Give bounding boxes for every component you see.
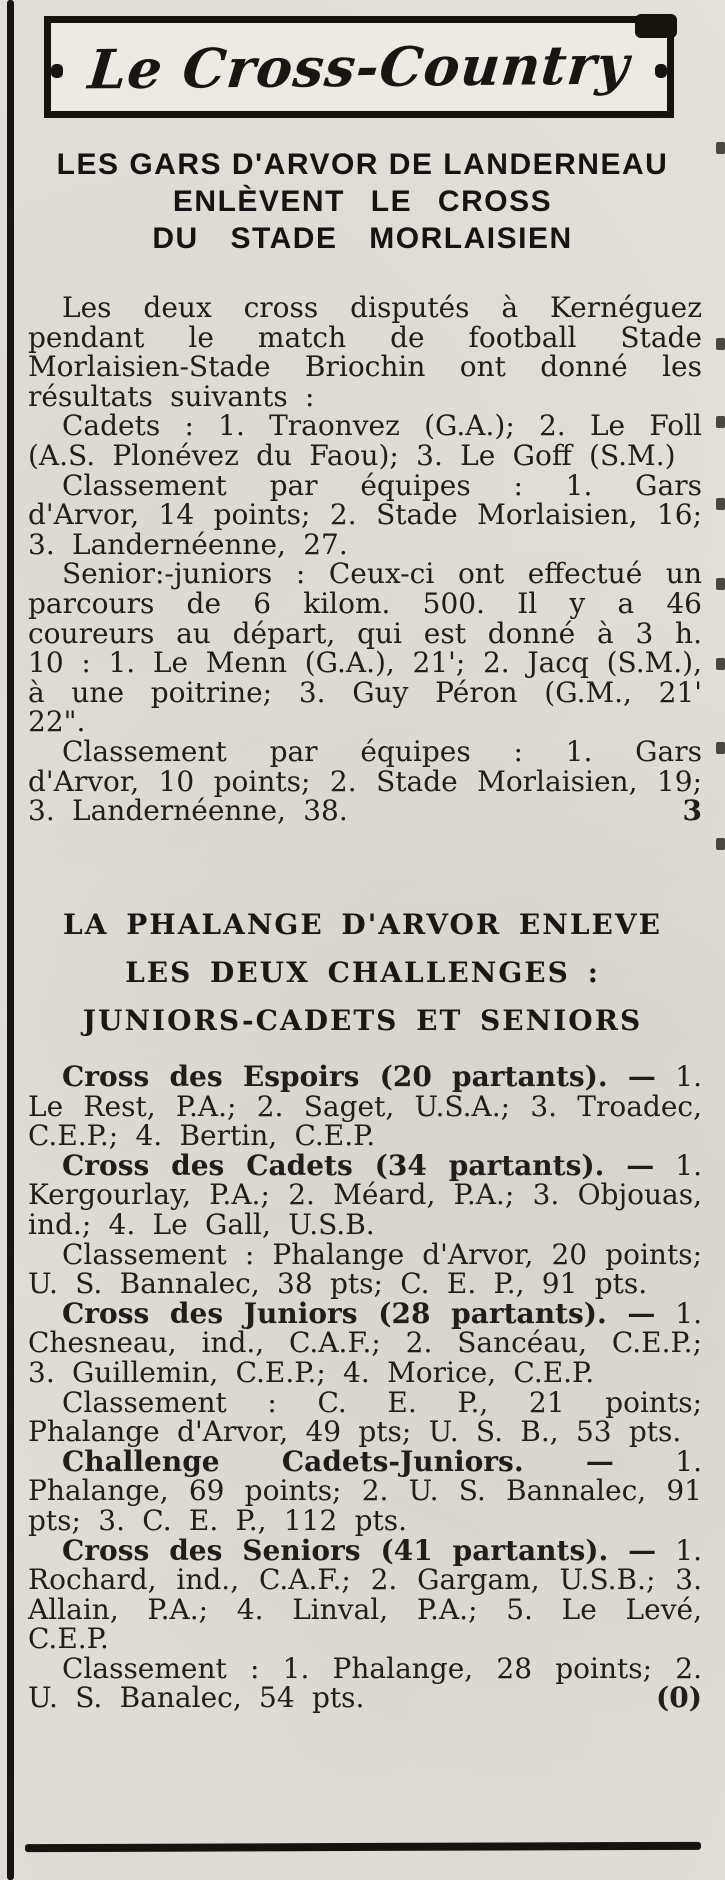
paragraph-text: Classement : 1. Phalange, 28 points; 2. U. S. Banalec, 54 pts. bbox=[28, 1651, 702, 1715]
paragraph-lead: Cross des Juniors (28 partants). — bbox=[62, 1296, 656, 1330]
print-speck bbox=[716, 838, 725, 850]
article1-headline-line3: DU STADE MORLAISIEN bbox=[152, 222, 573, 255]
article1-headline bbox=[20, 146, 705, 257]
bottom-rule bbox=[25, 1842, 701, 1852]
paragraph-text: 1. Rochard, ind., C.A.F.; 2. Gargam, U.S.B.; 3. Allain, P.A.; 4. Linval, P.A.; 5. Le Levé, C.E.P. bbox=[28, 1533, 703, 1656]
paragraph-text: Les deux cross disputés à Kernéguez pendant le match de football Stade Morlaisien-Stade Briochin ont donné les résultats suivants : bbox=[28, 291, 702, 413]
article2-headline-line3: JUNIORS-CADETS ET SENIORS bbox=[82, 1004, 643, 1037]
article2-headline-line1: LA PHALANGE D'ARVOR ENLEVE bbox=[63, 908, 662, 941]
paragraph-text: Classement par équipes : 1. Gars d'Arvor, 10 points; 2. Stade Morlaisien, 19; 3. Landernéenne, 38. bbox=[28, 734, 702, 828]
masthead-box bbox=[44, 16, 674, 118]
paragraph-text: Senior:-juniors : Ceux-ci ont effectué un parcours de 6 kilom. 500. Il y a 46 coureurs au départ, qui est donné à 3 h. 10 : 1. Le Menn (G.A.), 21'; 2. Jacq (S.M.), à une poitrine; 3. Guy Péron (G.M., 21' 22". bbox=[28, 557, 702, 739]
article1-paragraph bbox=[28, 411, 702, 470]
column-filler-number: 3 bbox=[682, 794, 702, 828]
article1-body bbox=[28, 293, 702, 826]
article1-paragraph bbox=[28, 468, 702, 561]
column-left-rule bbox=[7, 0, 14, 1880]
article1-paragraph bbox=[28, 559, 702, 737]
paragraph-lead: Cross des Seniors (41 partants). — bbox=[62, 1533, 657, 1567]
paragraph-lead: Challenge Cadets-Juniors. — bbox=[62, 1444, 614, 1478]
paragraph-text: Classement : C. E. P., 21 points; Phalange d'Arvor, 49 pts; U. S. B., 53 pts. bbox=[28, 1385, 702, 1449]
print-speck bbox=[716, 658, 725, 670]
article1-paragraph bbox=[28, 293, 702, 411]
article2-paragraph bbox=[28, 1533, 703, 1656]
article2-paragraph bbox=[28, 1148, 703, 1241]
article1-headline-line1: LES GARS D'ARVOR DE LANDERNEAU bbox=[56, 148, 669, 181]
article2-paragraph bbox=[28, 1444, 702, 1537]
article2-paragraph bbox=[28, 1296, 702, 1389]
paragraph-text: Classement par équipes : 1. Gars d'Arvor, 14 points; 2. Stade Morlaisien, 16; 3. Landernéenne, 27. bbox=[28, 468, 702, 561]
article2-headline-line2: LES DEUX CHALLENGES : bbox=[125, 956, 600, 989]
article2-paragraph bbox=[28, 1237, 702, 1301]
masthead-dash-right-icon bbox=[655, 64, 667, 78]
article2-paragraph bbox=[28, 1062, 702, 1151]
paragraph-text: 1. Phalange, 69 points; 2. U. S. Bannalec, 91 pts; 3. C. E. P., 112 pts. bbox=[28, 1444, 702, 1537]
print-speck bbox=[716, 416, 725, 428]
article1-paragraph bbox=[28, 734, 702, 828]
article2-paragraph bbox=[28, 1651, 702, 1715]
print-speck bbox=[716, 498, 725, 510]
print-speck bbox=[716, 742, 725, 754]
masthead-title: Le Cross-Country bbox=[85, 32, 633, 102]
article2-headline bbox=[20, 908, 705, 1052]
paragraph-text: Cadets : 1. Traonvez (G.A.); 2. Le Foll (A.S. Plonévez du Faou); 3. Le Goff (S.M.) bbox=[28, 409, 702, 472]
paragraph-lead: Cross des Espoirs (20 partants). — bbox=[62, 1060, 656, 1093]
article2-body bbox=[28, 1062, 702, 1713]
paragraph-text: 1. Kergourlay, P.A.; 2. Méard, P.A.; 3. Objouas, ind.; 4. Le Gall, U.S.B. bbox=[28, 1148, 703, 1241]
paragraph-text: 1. Chesneau, ind., C.A.F.; 2. Sancéau, C.E.P.; 3. Guillemin, C.E.P.; 4. Morice, C.E.P. bbox=[28, 1296, 702, 1389]
paragraph-text: 1. Le Rest, P.A.; 2. Saget, U.S.A.; 3. Troadec, C.E.P.; 4. Bertin, C.E.P. bbox=[28, 1060, 702, 1153]
print-speck bbox=[716, 338, 725, 350]
paragraph-lead: Cross des Cadets (34 partants). — bbox=[62, 1148, 655, 1182]
paragraph-text: Classement : Phalange d'Arvor, 20 points; U. S. Bannalec, 38 pts; C. E. P., 91 pts. bbox=[28, 1237, 702, 1301]
column-filler-number: (0) bbox=[656, 1681, 702, 1715]
article1-headline-line2: ENLÈVENT LE CROSS bbox=[172, 185, 553, 218]
print-speck bbox=[716, 142, 725, 154]
article2-paragraph bbox=[28, 1385, 702, 1449]
print-speck bbox=[716, 578, 725, 590]
masthead-dash-left-icon bbox=[51, 64, 63, 78]
